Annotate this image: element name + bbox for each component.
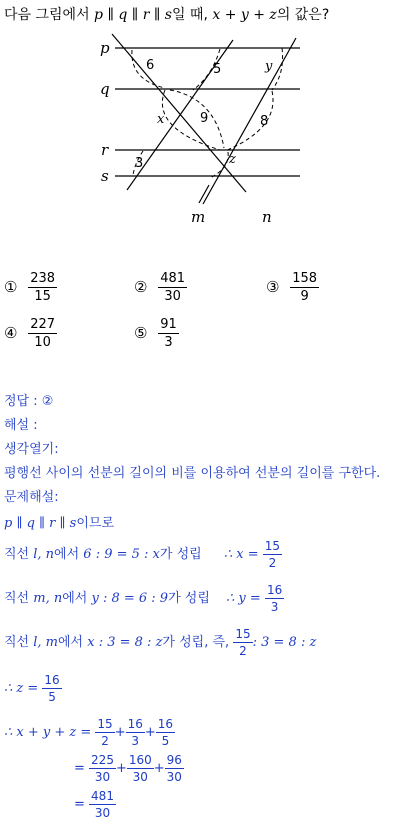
question-parallel: p ∥ q ∥ r ∥ s	[94, 7, 172, 23]
label-5: 5	[213, 62, 222, 77]
label-n: n	[262, 208, 272, 226]
solution-line-4: 직선 l, m에서 x : 3 = 8 : z가 성립, 즉, $\frac{15}{2}$ : 3 = 8 : z	[4, 627, 317, 658]
solution-line-8: = $\frac{481}{30}$	[74, 789, 114, 820]
label-m: m	[191, 208, 206, 226]
label-9: 9	[200, 111, 209, 126]
question-text: 다음 그림에서 p ∥ q ∥ r ∥ s일 때, x + y + z의 값은?	[4, 7, 330, 23]
idea-heading: 생각열기:	[4, 442, 59, 457]
solution-line-3: 직선 m, n에서 y : 8 = 6 : 9가 성립 ∴ y = $\frac{16}{3}$	[4, 583, 283, 614]
line-m-extension	[199, 185, 209, 203]
label-3: 3	[135, 156, 144, 171]
label-y: y	[265, 59, 273, 74]
solution-line-1: p ∥ q ∥ r ∥ s이므로	[4, 516, 115, 531]
brace-y	[272, 48, 283, 90]
label-x: x	[157, 112, 165, 127]
main-heading: 문제해설:	[4, 490, 59, 505]
answer-line: 정답 : ②	[4, 394, 54, 409]
question-expr: x + y + z	[212, 7, 277, 23]
idea-text: 평행선 사이의 선분의 길이의 비를 이용하여 선분의 길이를 구한다.	[4, 466, 381, 481]
option-4[interactable]: ④ $\frac{227}{10}$	[4, 317, 56, 350]
label-p: p	[100, 39, 110, 57]
option-2[interactable]: ② $\frac{481}{30}$	[134, 271, 186, 304]
solution-line-6: ∴ x + y + z = $\frac{15}{2}$ + $\frac{16}{3}$ + $\frac{16}{5}$	[4, 717, 174, 748]
label-6: 6	[146, 58, 155, 73]
brace-9	[170, 90, 224, 148]
explain-heading: 해설 :	[4, 418, 38, 433]
option-3[interactable]: ③ $\frac{158}{9}$	[266, 271, 318, 304]
solution-line-7: = $\frac{225}{30}$ + $\frac{160}{30}$ + $\frac{96}{30}$	[74, 753, 182, 784]
label-s: s	[101, 167, 109, 185]
option-5[interactable]: ⑤ $\frac{91}{3}$	[134, 317, 177, 350]
solution-line-5: ∴ z = $\frac{16}{5}$	[4, 673, 60, 704]
label-q: q	[100, 80, 110, 98]
geometry-figure	[0, 28, 400, 258]
label-8: 8	[260, 114, 269, 129]
option-1[interactable]: ① $\frac{238}{15}$	[4, 271, 56, 304]
label-r: r	[101, 141, 109, 159]
label-z: z	[229, 152, 236, 167]
solution-line-2: 직선 l, n에서 6 : 9 = 5 : x가 성립 ∴ x = $\frac{15}{2}$	[4, 539, 281, 570]
